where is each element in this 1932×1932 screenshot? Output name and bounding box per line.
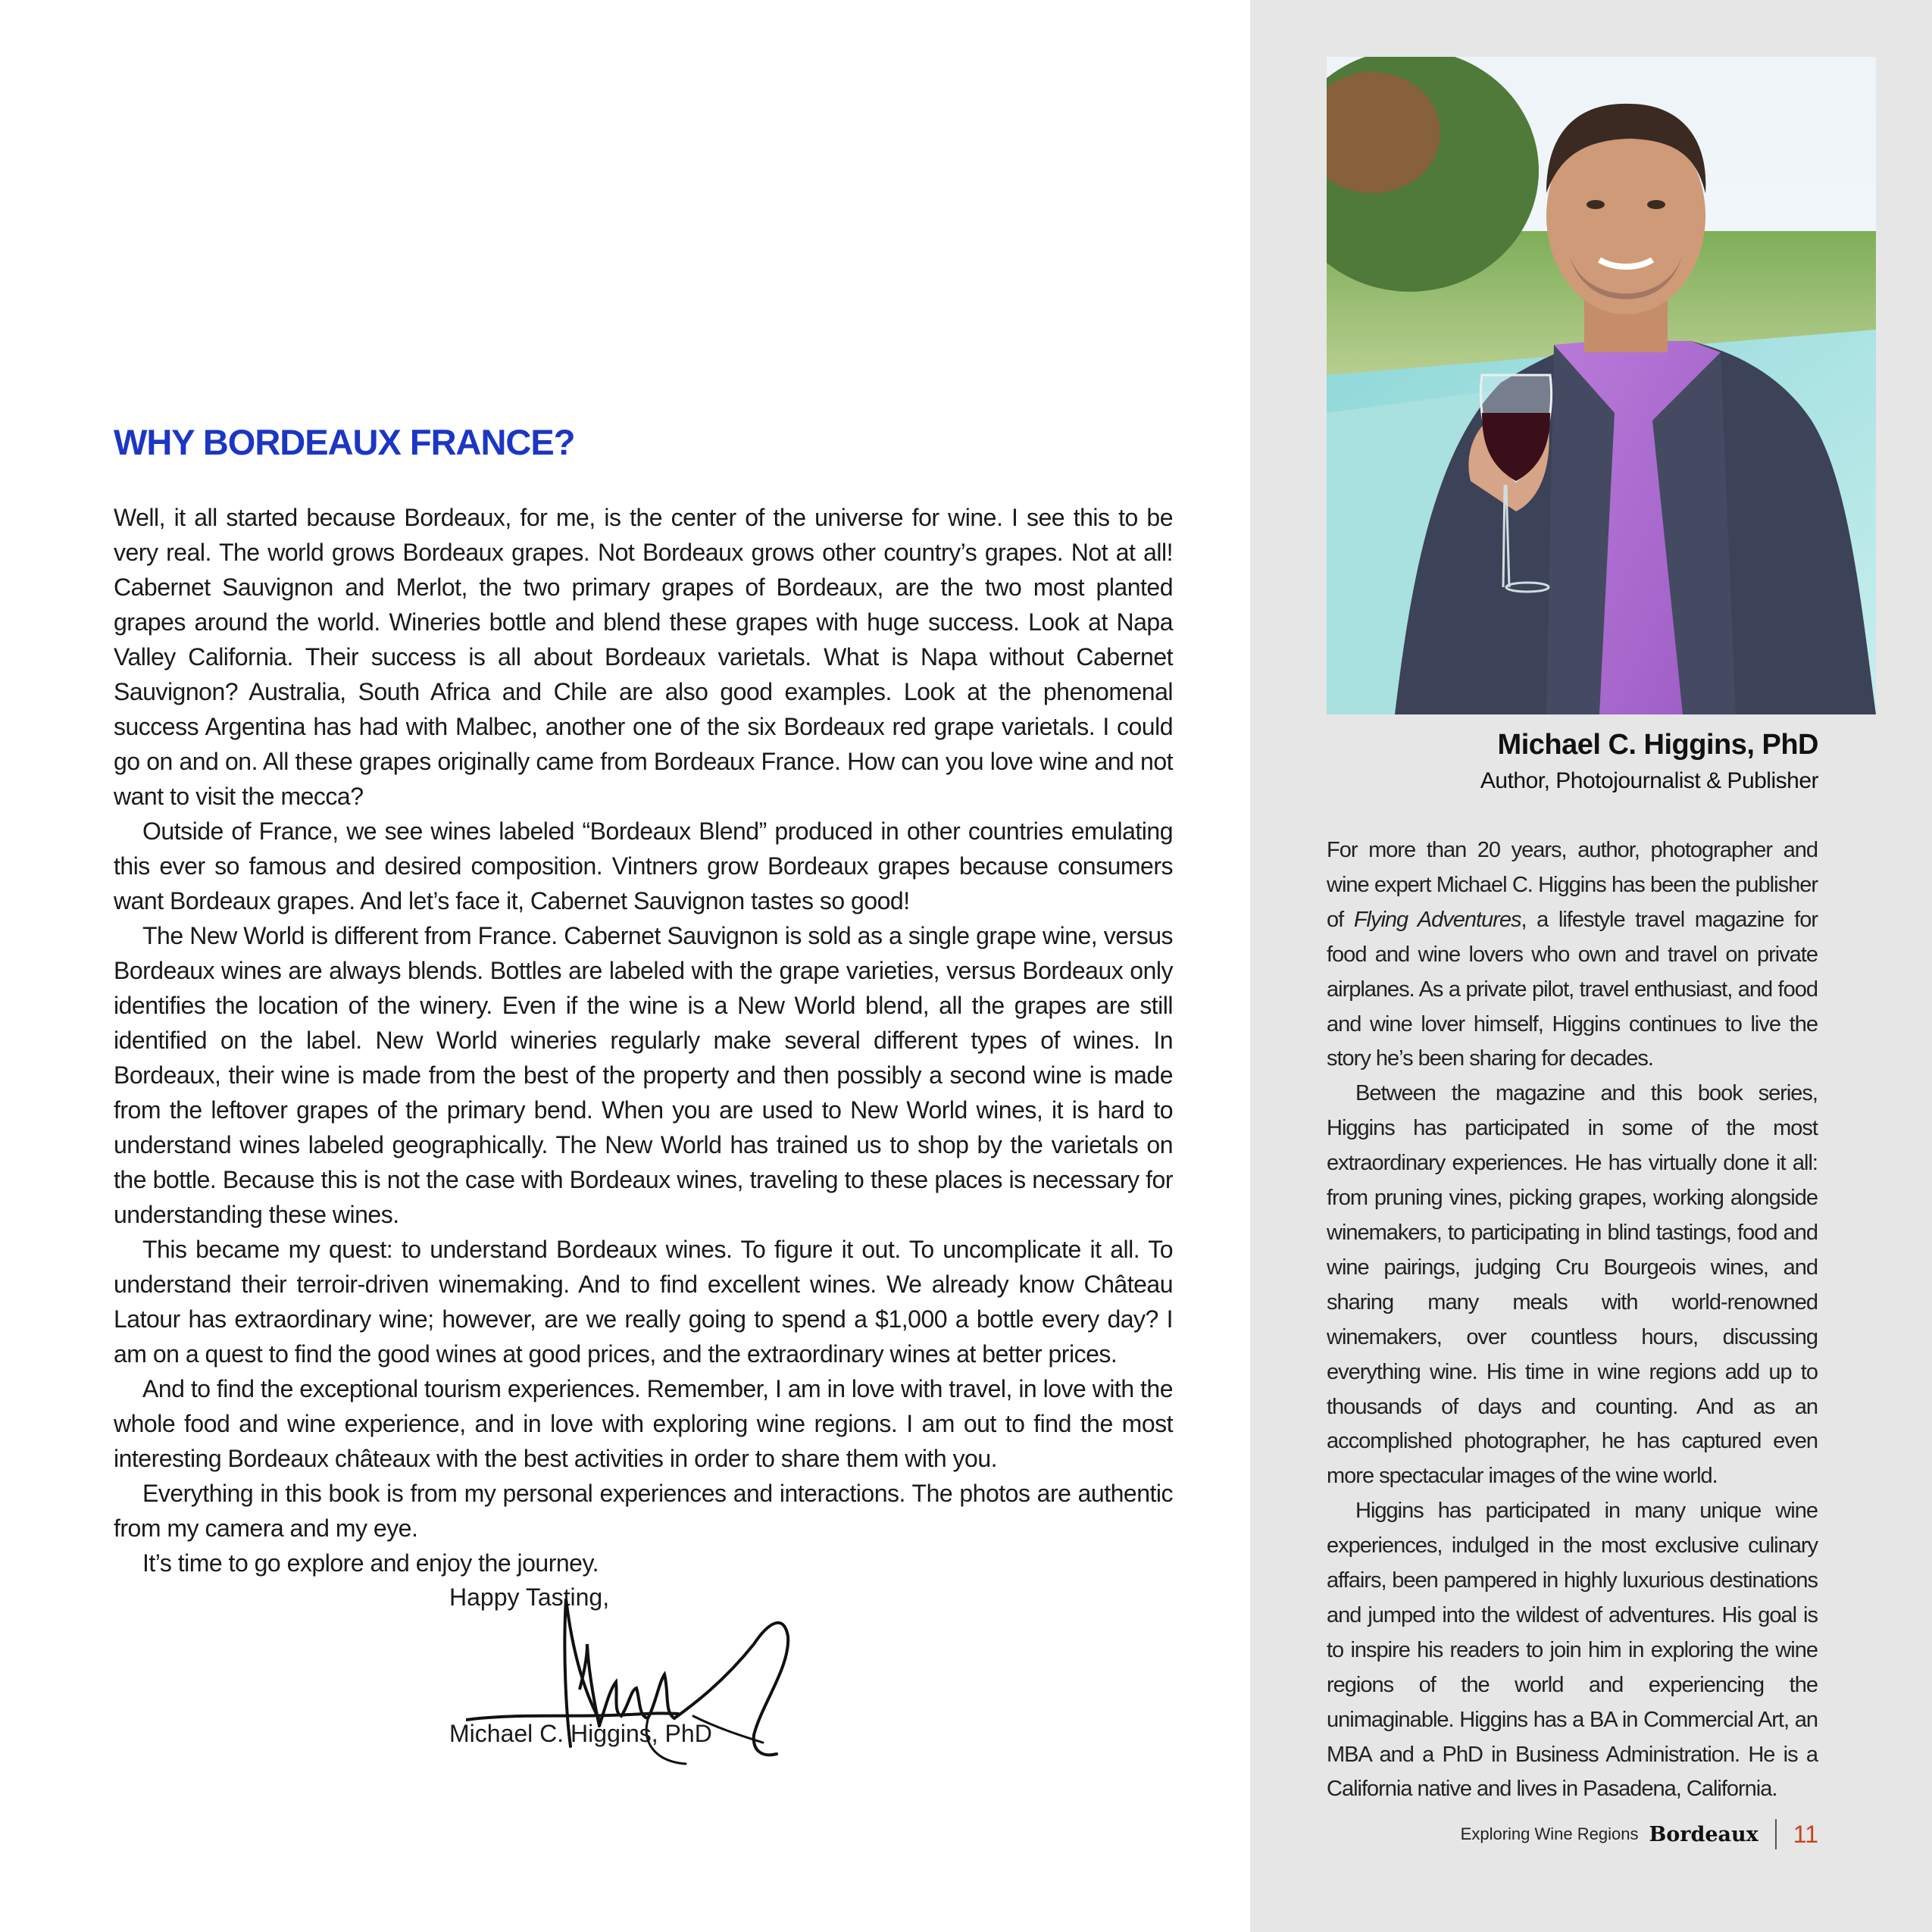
- signoff: [449, 1580, 828, 1769]
- article-paragraph: The New World is different from France. Cabernet Sauvignon is sold as a single grape wine, versus Bordeaux wines are always blends. Bottles are labeled with the grape varieties, versus Bordeaux only identifies the location of the winery. Even if the wine is a New World blend, all the grapes are still identified on the label. New World wineries regularly make several different types of wines. In Bordeaux, their wine is made from the best of the property and then possibly a second wine is made from the leftover grapes of the primary bend. When you are used to New World wines, it is hard to understand wines labeled geographically. The New World has trained us to shop by the varietals on the bottle. Because this is not the case with Bordeaux wines, traveling to these places is necessary for understanding these wines.: [114, 922, 1173, 1228]
- magazine-title: Flying Adventures: [1353, 907, 1521, 932]
- page-number: 11: [1793, 1820, 1818, 1848]
- bio-paragraph: For more than 20 years, author, photographer and wine expert Michael C. Higgins has been the publisher of Flying Adventures, a lifestyle travel magazine for food and wine lovers who own and travel on private airplanes. As a private pilot, travel enthusiast, and food and wine lover himself, Higgins continues to live the story he’s been sharing for decades.: [1327, 838, 1818, 1071]
- bio-paragraph: Between the magazine and this book series, Higgins has participated in some of the most extraordinary experiences. He has virtually done it all: from pruning vines, picking grapes, working alongside winemakers, to participating in blind tastings, food and wine pairings, judging Cru Bourgeois wines, and sharing many meals with world-renowned winemakers, over countless hours, discussing everything wine. His time in wine regions add up to thousands of days and counting. And as an accomplished photographer, he has captured even more spectacular images of the wine world.: [1327, 1081, 1818, 1489]
- author-portrait-image: [1327, 57, 1876, 714]
- author-photo: [1327, 57, 1876, 714]
- book-title: Bordeaux: [1649, 1822, 1758, 1846]
- article-title: WHY BORDEAUX FRANCE?: [114, 422, 575, 462]
- series-title: Exploring Wine Regions: [1460, 1824, 1639, 1843]
- article-paragraph: Well, it all started because Bordeaux, for me, is the center of the universe for wine. I see this to be very real. The world grows Bordeaux grapes. Not Bordeaux grows other country’s grapes. Not at all! Cabernet Sauvignon and Merlot, the two primary grapes of Bordeaux, are the two most planted grapes around the world. Wineries bottle and blend these grapes with huge success. Look at Napa Valley California. Their success is all about Bordeaux varietals. What is Napa without Cabernet Sauvignon? Australia, South Africa and Chile are also good examples. Look at the phenomenal success Argentina has had with Malbec, another one of the six Bordeaux red grape varietals. I could go on and on. All these grapes originally came from Bordeaux France. How can you love wine and not want to visit the mecca?: [114, 504, 1173, 810]
- article-paragraph: Outside of France, we see wines labeled “Bordeaux Blend” produced in other countries emulating this ever so famous and desired composition. Vintners grow Bordeaux grapes because consumers want Bordeaux grapes. And let’s face it, Cabernet Sauvignon tastes so good!: [114, 818, 1173, 914]
- article: [114, 415, 1173, 1580]
- article-paragraph: Everything in this book is from my personal experiences and interactions. The photos are authentic from my camera and my eye.: [114, 1480, 1173, 1542]
- author-name: Michael C. Higgins, PhD: [1497, 729, 1818, 761]
- author-role: Author, Photojournalist & Publisher: [1480, 768, 1818, 793]
- footer-divider: [1775, 1819, 1777, 1849]
- article-paragraph: This became my quest: to understand Bordeaux wines. To figure it out. To uncomplicate it all. To understand their terroir-driven winemaking. And to find excellent wines. We already know Château Latour has extraordinary wine; however, are we really going to spend a $1,000 a bottle every day? I am on a quest to find the good wines at good prices, and the extraordinary wines at better prices.: [114, 1236, 1173, 1368]
- closing-text: Happy Tasting,: [449, 1583, 610, 1611]
- bio-paragraph: Higgins has participated in many unique wine experiences, indulged in the most exclusive culinary affairs, been pampered in highly luxurious destinations and jumped into the wildest of adventures. His goal is to inspire his readers to join him in exploring the wine regions of the world and experiencing the unimaginable. Higgins has a BA in Commercial Art, an MBA and a PhD in Business Administration. He is a California native and lives in Pasadena, California.: [1327, 1499, 1818, 1802]
- article-paragraph: It’s time to go explore and enjoy the journey.: [142, 1549, 599, 1577]
- article-body: [114, 500, 1173, 1580]
- signer-name: Michael C. Higgins, PhD: [449, 1720, 712, 1747]
- page-footer: [1461, 1817, 1818, 1852]
- author-caption: [1288, 726, 1818, 799]
- author-bio: [1327, 833, 1818, 1807]
- article-paragraph: And to find the exceptional tourism experiences. Remember, I am in love with travel, in love with the whole food and wine experience, and in love with exploring wine regions. I am out to find the most interesting Bordeaux châteaux with the best activities in order to share them with you.: [114, 1375, 1173, 1472]
